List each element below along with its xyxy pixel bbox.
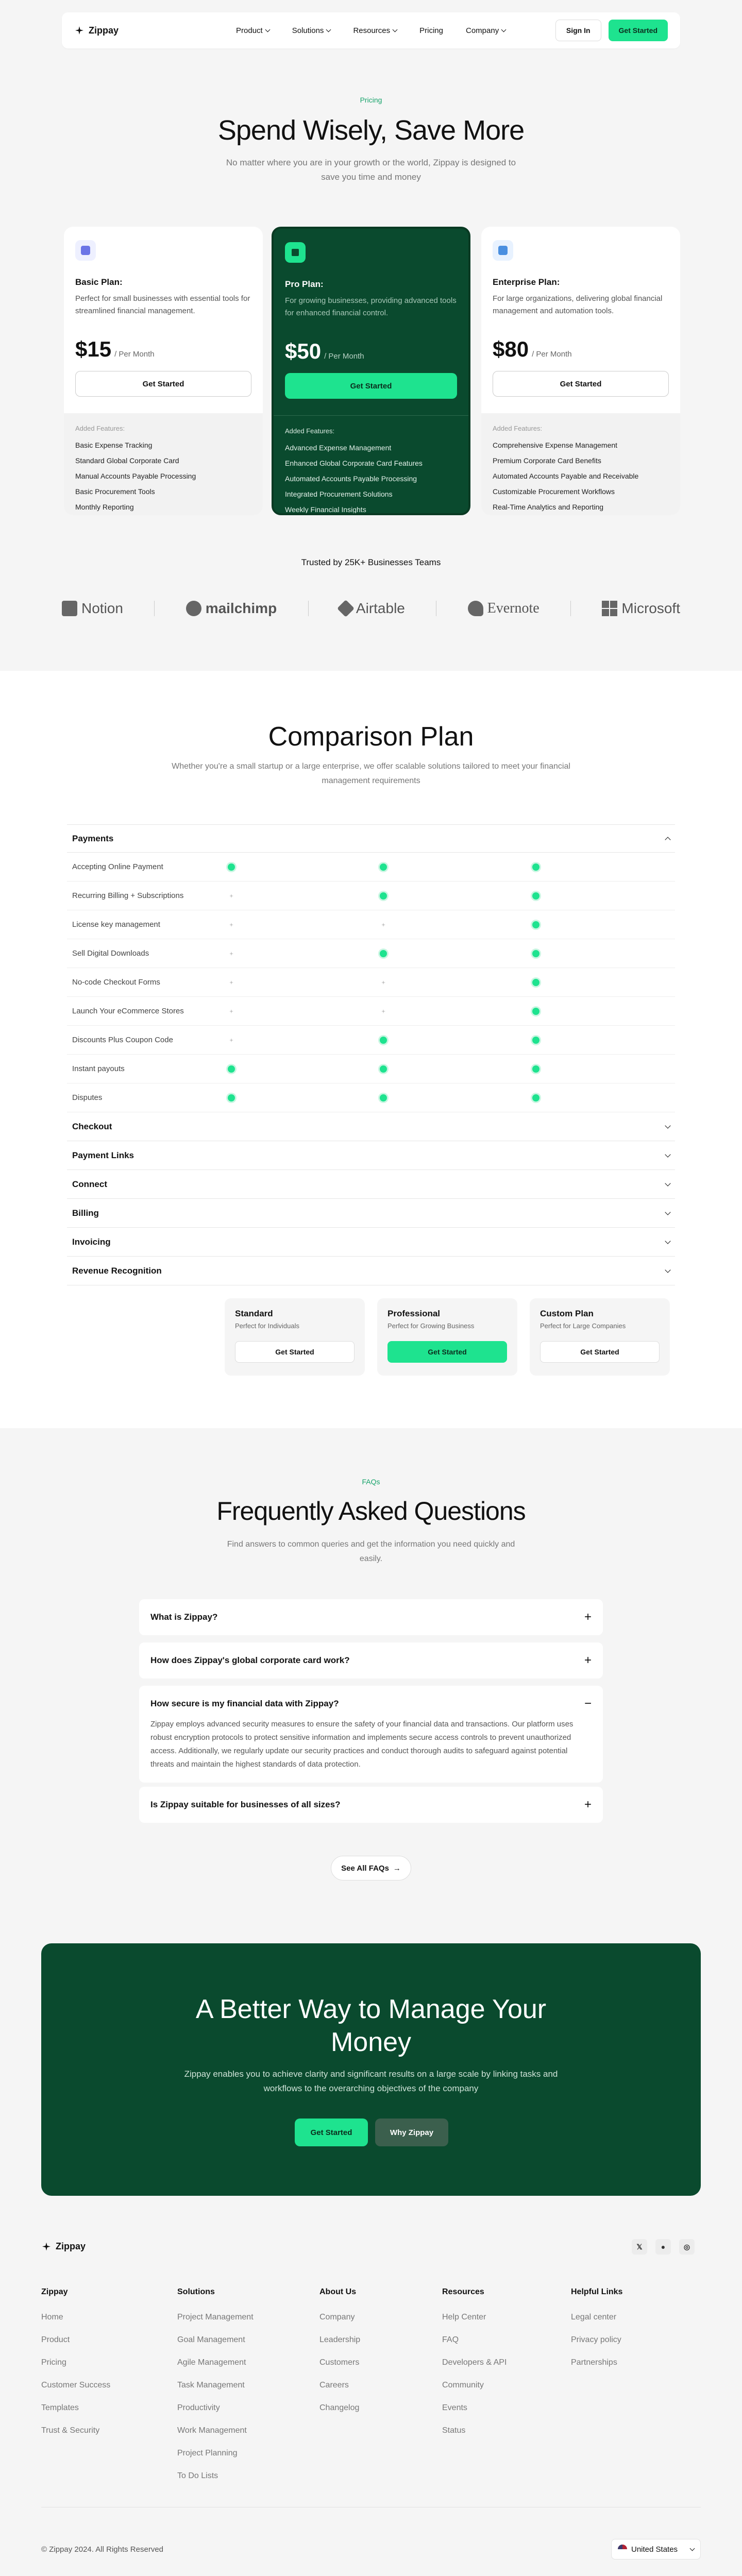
faq-subtitle: Find answers to common queries and get the information you need quickly and easily. <box>227 1540 515 1563</box>
plan-card-basic <box>64 227 263 515</box>
footer-link[interactable]: Developers & API <box>442 2358 507 2367</box>
nav-company[interactable] <box>466 26 505 35</box>
unavailable-icon <box>380 1008 387 1015</box>
plan-get-started-button[interactable]: Get Started <box>285 373 457 399</box>
footer-link[interactable]: Project Management <box>177 2313 254 2321</box>
chevron-up-icon <box>665 837 670 842</box>
table-row <box>67 882 675 910</box>
faq-item[interactable] <box>139 1642 603 1679</box>
footer-link[interactable]: Customers <box>319 2358 360 2367</box>
footer-col-solutions <box>177 2287 254 2487</box>
footer-logo[interactable] <box>41 2241 86 2252</box>
footer-link[interactable]: Help Center <box>442 2313 486 2321</box>
footer-link[interactable]: Work Management <box>177 2426 247 2435</box>
faq-item[interactable] <box>139 1787 603 1823</box>
table-row <box>67 1055 675 1083</box>
feature-item: Basic Expense Tracking <box>75 441 153 449</box>
feature-item: Customizable Procurement Workflows <box>493 487 615 496</box>
footer-link[interactable]: Status <box>442 2426 466 2435</box>
country-selector[interactable] <box>611 2539 701 2560</box>
check-dot <box>380 1065 387 1073</box>
check-dot <box>380 950 387 957</box>
check-dot <box>228 863 235 871</box>
social-links <box>632 2239 695 2255</box>
footer-col-helpful <box>571 2287 622 2374</box>
cta-get-started-button[interactable]: Get Started <box>295 2119 368 2146</box>
footer-link[interactable]: Changelog <box>319 2403 360 2412</box>
logo-icon <box>74 25 85 36</box>
check-dot <box>380 1094 387 1101</box>
nav-label: Product <box>236 26 263 35</box>
check-dot <box>532 892 539 900</box>
nav-solutions[interactable] <box>292 26 331 35</box>
faq-question: How secure is my financial data with Zippay? <box>150 1699 339 1708</box>
top-nav <box>62 12 680 48</box>
plan-desc: Perfect for Growing Business <box>387 1322 475 1330</box>
footer-link[interactable]: Community <box>442 2381 484 2389</box>
faq-eyebrow: FAQs <box>362 1478 380 1486</box>
logo-icon <box>41 2242 52 2252</box>
minus-icon: − <box>584 1697 592 1710</box>
category-payments[interactable] <box>67 824 675 853</box>
get-started-button[interactable]: Get Started <box>540 1341 660 1363</box>
plan-name: Custom Plan <box>540 1309 594 1318</box>
category-label: Invoicing <box>72 1236 111 1247</box>
table-row <box>67 910 675 939</box>
check-dot <box>380 863 387 871</box>
footer-link[interactable]: Templates <box>41 2403 79 2412</box>
faq-title: Frequently Asked Questions <box>216 1497 526 1526</box>
feature-label: Disputes <box>72 1093 103 1102</box>
category-label: Revenue Recognition <box>72 1265 162 1276</box>
plan-get-started-button[interactable]: Get Started <box>493 371 669 397</box>
feature-item: Weekly Financial Insights <box>285 505 366 514</box>
plan-price <box>75 337 251 362</box>
chevron-down-icon <box>690 2546 695 2551</box>
unavailable-icon <box>228 1037 235 1044</box>
logo[interactable] <box>74 25 119 36</box>
unavailable-icon <box>380 921 387 928</box>
comparison-table <box>67 824 675 1285</box>
footer-heading: Helpful Links <box>571 2287 623 2296</box>
footer-link[interactable]: FAQ <box>442 2335 459 2344</box>
plan-price <box>285 339 457 364</box>
feature-item: Automated Accounts Payable and Receivable <box>493 472 639 480</box>
chevron-down-icon <box>393 27 398 32</box>
plus-icon: + <box>584 1798 592 1811</box>
footer-link[interactable]: Product <box>41 2335 70 2344</box>
plus-icon: + <box>584 1610 592 1624</box>
faq-answer: Zippay employs advanced security measures to ensure the safety of your financial data and transactions. Our platform uses robust encryption protocols to protect sensitive information and implements secure access controls to prevent unauthorized access. Additionally, we regularly update our security practices and conduct thorough audits to safeguard against potential threats and maintain the highest standards of data protection. <box>150 1720 574 1769</box>
footer-col-resources <box>442 2287 507 2442</box>
cta-buttons <box>295 2119 448 2146</box>
hero-subtitle: No matter where you are in your growth or the world, Zippay is designed to save you time and money <box>226 158 516 182</box>
notion-icon <box>62 601 77 616</box>
feature-item: Basic Procurement Tools <box>75 487 155 496</box>
table-row <box>67 853 675 882</box>
feature-item: Monthly Reporting <box>75 503 134 511</box>
feature-label: Sell Digital Downloads <box>72 949 149 958</box>
footer-heading: Zippay <box>41 2287 68 2296</box>
mailchimp-logo <box>186 600 277 617</box>
feature-label: No-code Checkout Forms <box>72 978 160 987</box>
feature-item: Enhanced Global Corporate Card Features <box>285 459 423 467</box>
plan-name: Enterprise Plan: <box>493 277 560 287</box>
divider <box>154 601 155 616</box>
plus-icon: + <box>584 1653 592 1667</box>
pro-plan-icon <box>285 242 306 263</box>
airtable-logo <box>340 600 405 617</box>
feature-label: Launch Your eCommerce Stores <box>72 1007 184 1015</box>
faq-question: Is Zippay suitable for businesses of all sizes? <box>150 1800 341 1809</box>
comparison-subtitle: Whether you're a small startup or a large enterprise, we offer scalable solutions tailored to meet your financial management requirements <box>172 762 570 785</box>
category-checkout[interactable] <box>67 1112 675 1141</box>
footer-col-about <box>319 2287 360 2419</box>
logo-text: mailchimp <box>205 600 277 616</box>
plan-desc: For large organizations, delivering global financial management and automation tools. <box>493 294 663 315</box>
check-dot <box>532 921 539 928</box>
footer-link[interactable]: Project Planning <box>177 2449 238 2458</box>
footer-link[interactable]: Task Management <box>177 2381 245 2389</box>
category-label: Payments <box>72 833 114 843</box>
github-icon[interactable]: ● <box>655 2239 671 2255</box>
plan-card-enterprise <box>481 227 680 515</box>
feature-label: Accepting Online Payment <box>72 862 163 871</box>
copyright: © Zippay 2024. All Rights Reserved <box>41 2545 164 2554</box>
evernote-icon <box>468 601 483 616</box>
unavailable-icon <box>228 892 235 900</box>
plan-desc: Perfect for Individuals <box>235 1322 300 1330</box>
faq-item-open[interactable] <box>139 1686 603 1783</box>
plan-name: Basic Plan: <box>75 277 123 287</box>
price-value: $15 <box>75 337 112 361</box>
feature-label: License key management <box>72 920 160 929</box>
footer-link[interactable]: Legal center <box>571 2313 617 2321</box>
feature-item: Integrated Procurement Solutions <box>285 490 393 498</box>
feature-item: Advanced Expense Management <box>285 444 392 452</box>
unavailable-icon <box>228 979 235 986</box>
faq-question: What is Zippay? <box>150 1612 218 1622</box>
plan-name: Pro Plan: <box>285 279 324 289</box>
footer-heading: About Us <box>319 2287 357 2296</box>
logo-text: Airtable <box>356 600 405 616</box>
nav-label: Pricing <box>419 26 443 35</box>
x-icon[interactable]: 𝕏 <box>632 2239 647 2255</box>
check-dot <box>228 1065 235 1073</box>
footer-link[interactable]: Goal Management <box>177 2335 245 2344</box>
table-row <box>67 1083 675 1112</box>
footer-heading: Resources <box>442 2287 484 2296</box>
check-dot <box>532 1037 539 1044</box>
chevron-down-icon <box>326 27 331 32</box>
table-row <box>67 968 675 997</box>
footer-link[interactable]: Productivity <box>177 2403 220 2412</box>
feature-item: Comprehensive Expense Management <box>493 441 618 449</box>
features-title: Added Features: <box>75 425 125 432</box>
faq-item[interactable] <box>139 1599 603 1635</box>
feature-item: Standard Global Corporate Card <box>75 456 179 465</box>
plan-get-started-button[interactable]: Get Started <box>75 371 251 397</box>
trusted-title: Trusted by 25K+ Businesses Teams <box>301 557 441 567</box>
feature-label: Instant payouts <box>72 1064 125 1073</box>
category-label: Connect <box>72 1179 107 1189</box>
get-started-button[interactable]: Get Started <box>387 1341 507 1363</box>
plan-desc: For growing businesses, providing advanced tools for enhanced financial control. <box>285 296 457 317</box>
sign-in-button[interactable]: Sign In <box>555 20 601 41</box>
footer-link[interactable]: Company <box>319 2313 355 2321</box>
partner-logos <box>62 600 680 617</box>
check-dot <box>532 1008 539 1015</box>
notion-logo <box>62 600 123 617</box>
comparison-title: Comparison Plan <box>268 722 474 752</box>
table-row <box>67 939 675 968</box>
cta-title: A Better Way to Manage Your Money <box>195 1994 547 2057</box>
logo-text: Notion <box>81 600 123 616</box>
check-dot <box>380 892 387 900</box>
footer-link[interactable]: Leadership <box>319 2335 361 2344</box>
compare-plan-custom <box>530 1298 670 1376</box>
feature-label: Recurring Billing + Subscriptions <box>72 891 184 900</box>
footer-col-zippay <box>41 2287 110 2442</box>
pricing-eyebrow: Pricing <box>360 96 382 104</box>
divider <box>308 601 309 616</box>
category-connect[interactable] <box>67 1170 675 1199</box>
price-value: $80 <box>493 337 529 361</box>
check-dot <box>532 1065 539 1073</box>
nav-label: Resources <box>353 26 391 35</box>
plan-price <box>493 337 669 362</box>
table-row <box>67 1026 675 1055</box>
chevron-down-icon <box>265 27 270 32</box>
see-all-label: See All FAQs <box>341 1863 389 1873</box>
airtable-icon <box>337 600 355 617</box>
price-value: $50 <box>285 339 322 363</box>
price-period: / Per Month <box>324 352 364 361</box>
chevron-down-icon <box>501 27 507 32</box>
cta-text: Zippay enables you to achieve clarity and significant results on a large scale by linking tasks and workflows to the overarching objectives of the company <box>184 2069 558 2093</box>
logo-text: Microsoft <box>621 600 680 616</box>
nav-links <box>236 26 505 35</box>
why-zippay-button[interactable]: Why Zippay <box>375 2119 448 2146</box>
footer-link[interactable]: To Do Lists <box>177 2471 218 2480</box>
category-label: Billing <box>72 1208 99 1218</box>
feature-item: Premium Corporate Card Benefits <box>493 456 601 465</box>
faq-question: How does Zippay's global corporate card work? <box>150 1655 350 1665</box>
nav-resources[interactable] <box>353 26 397 35</box>
microsoft-logo <box>602 600 680 617</box>
footer-link[interactable]: Pricing <box>41 2358 66 2367</box>
check-dot <box>380 1037 387 1044</box>
plan-name: Standard <box>235 1309 273 1318</box>
category-payment-links[interactable] <box>67 1141 675 1170</box>
feature-label: Discounts Plus Coupon Code <box>72 1036 173 1044</box>
plan-card-pro <box>272 227 470 515</box>
features-title: Added Features: <box>285 427 335 435</box>
category-revenue-recognition[interactable] <box>67 1257 675 1285</box>
footer-link[interactable]: Trust & Security <box>41 2426 100 2435</box>
logo-text: Zippay <box>56 2241 86 2251</box>
unavailable-icon <box>380 979 387 986</box>
footer-link[interactable]: Privacy policy <box>571 2335 621 2344</box>
nav-label: Company <box>466 26 499 35</box>
feature-item: Real-Time Analytics and Reporting <box>493 503 604 511</box>
chevron-down-icon <box>665 1238 670 1244</box>
check-dot <box>532 1094 539 1101</box>
category-billing[interactable] <box>67 1199 675 1228</box>
hero-title: Spend Wisely, Save More <box>217 115 525 146</box>
arrow-right-icon: → <box>393 1863 401 1873</box>
evernote-logo <box>468 600 539 617</box>
feature-item: Automated Accounts Payable Processing <box>285 474 417 483</box>
footer-heading: Solutions <box>177 2287 215 2296</box>
feature-item: Manual Accounts Payable Processing <box>75 472 196 480</box>
microsoft-icon <box>602 601 617 616</box>
chevron-down-icon <box>665 1151 670 1157</box>
footer-link[interactable]: Careers <box>319 2381 349 2389</box>
nav-product[interactable] <box>236 26 269 35</box>
category-label: Payment Links <box>72 1150 134 1160</box>
footer-link[interactable]: Customer Success <box>41 2381 111 2389</box>
price-period: / Per Month <box>114 350 155 359</box>
enterprise-plan-icon <box>493 240 513 261</box>
check-dot <box>532 863 539 871</box>
check-dot <box>228 1094 235 1101</box>
category-label: Checkout <box>72 1121 112 1131</box>
get-started-button[interactable]: Get Started <box>235 1341 355 1363</box>
mailchimp-icon <box>186 601 201 616</box>
price-period: / Per Month <box>532 350 572 359</box>
us-flag-icon <box>618 2545 627 2554</box>
divider <box>570 601 571 616</box>
country-label: United States <box>631 2545 678 2554</box>
check-dot <box>532 979 539 986</box>
footer-link[interactable]: Agile Management <box>177 2358 246 2367</box>
chevron-down-icon <box>665 1123 670 1128</box>
basic-plan-icon <box>75 240 96 261</box>
nav-actions <box>555 20 668 41</box>
logo-text: Evernote <box>487 600 539 616</box>
compare-plan-standard <box>225 1298 365 1376</box>
nav-label: Solutions <box>292 26 324 35</box>
unavailable-icon <box>228 950 235 957</box>
features-title: Added Features: <box>493 425 543 432</box>
chevron-down-icon <box>665 1209 670 1215</box>
nav-pricing[interactable] <box>419 26 443 35</box>
table-row <box>67 997 675 1026</box>
plan-desc: Perfect for Large Companies <box>540 1322 626 1330</box>
unavailable-icon <box>228 1008 235 1015</box>
logo-text: Zippay <box>89 25 119 36</box>
check-dot <box>532 950 539 957</box>
see-all-faqs-button[interactable] <box>331 1856 411 1880</box>
instagram-icon[interactable]: ◎ <box>679 2239 695 2255</box>
chevron-down-icon <box>665 1267 670 1273</box>
plan-name: Professional <box>387 1309 441 1318</box>
footer-link[interactable]: Partnerships <box>571 2358 617 2367</box>
plan-desc: Perfect for small businesses with essential tools for streamlined financial management. <box>75 294 250 315</box>
unavailable-icon <box>228 921 235 928</box>
chevron-down-icon <box>665 1180 670 1186</box>
category-invoicing[interactable] <box>67 1228 675 1257</box>
compare-plan-professional <box>377 1298 517 1376</box>
get-started-button[interactable]: Get Started <box>609 20 668 41</box>
footer-link[interactable]: Home <box>41 2313 63 2321</box>
footer-link[interactable]: Events <box>442 2403 467 2412</box>
